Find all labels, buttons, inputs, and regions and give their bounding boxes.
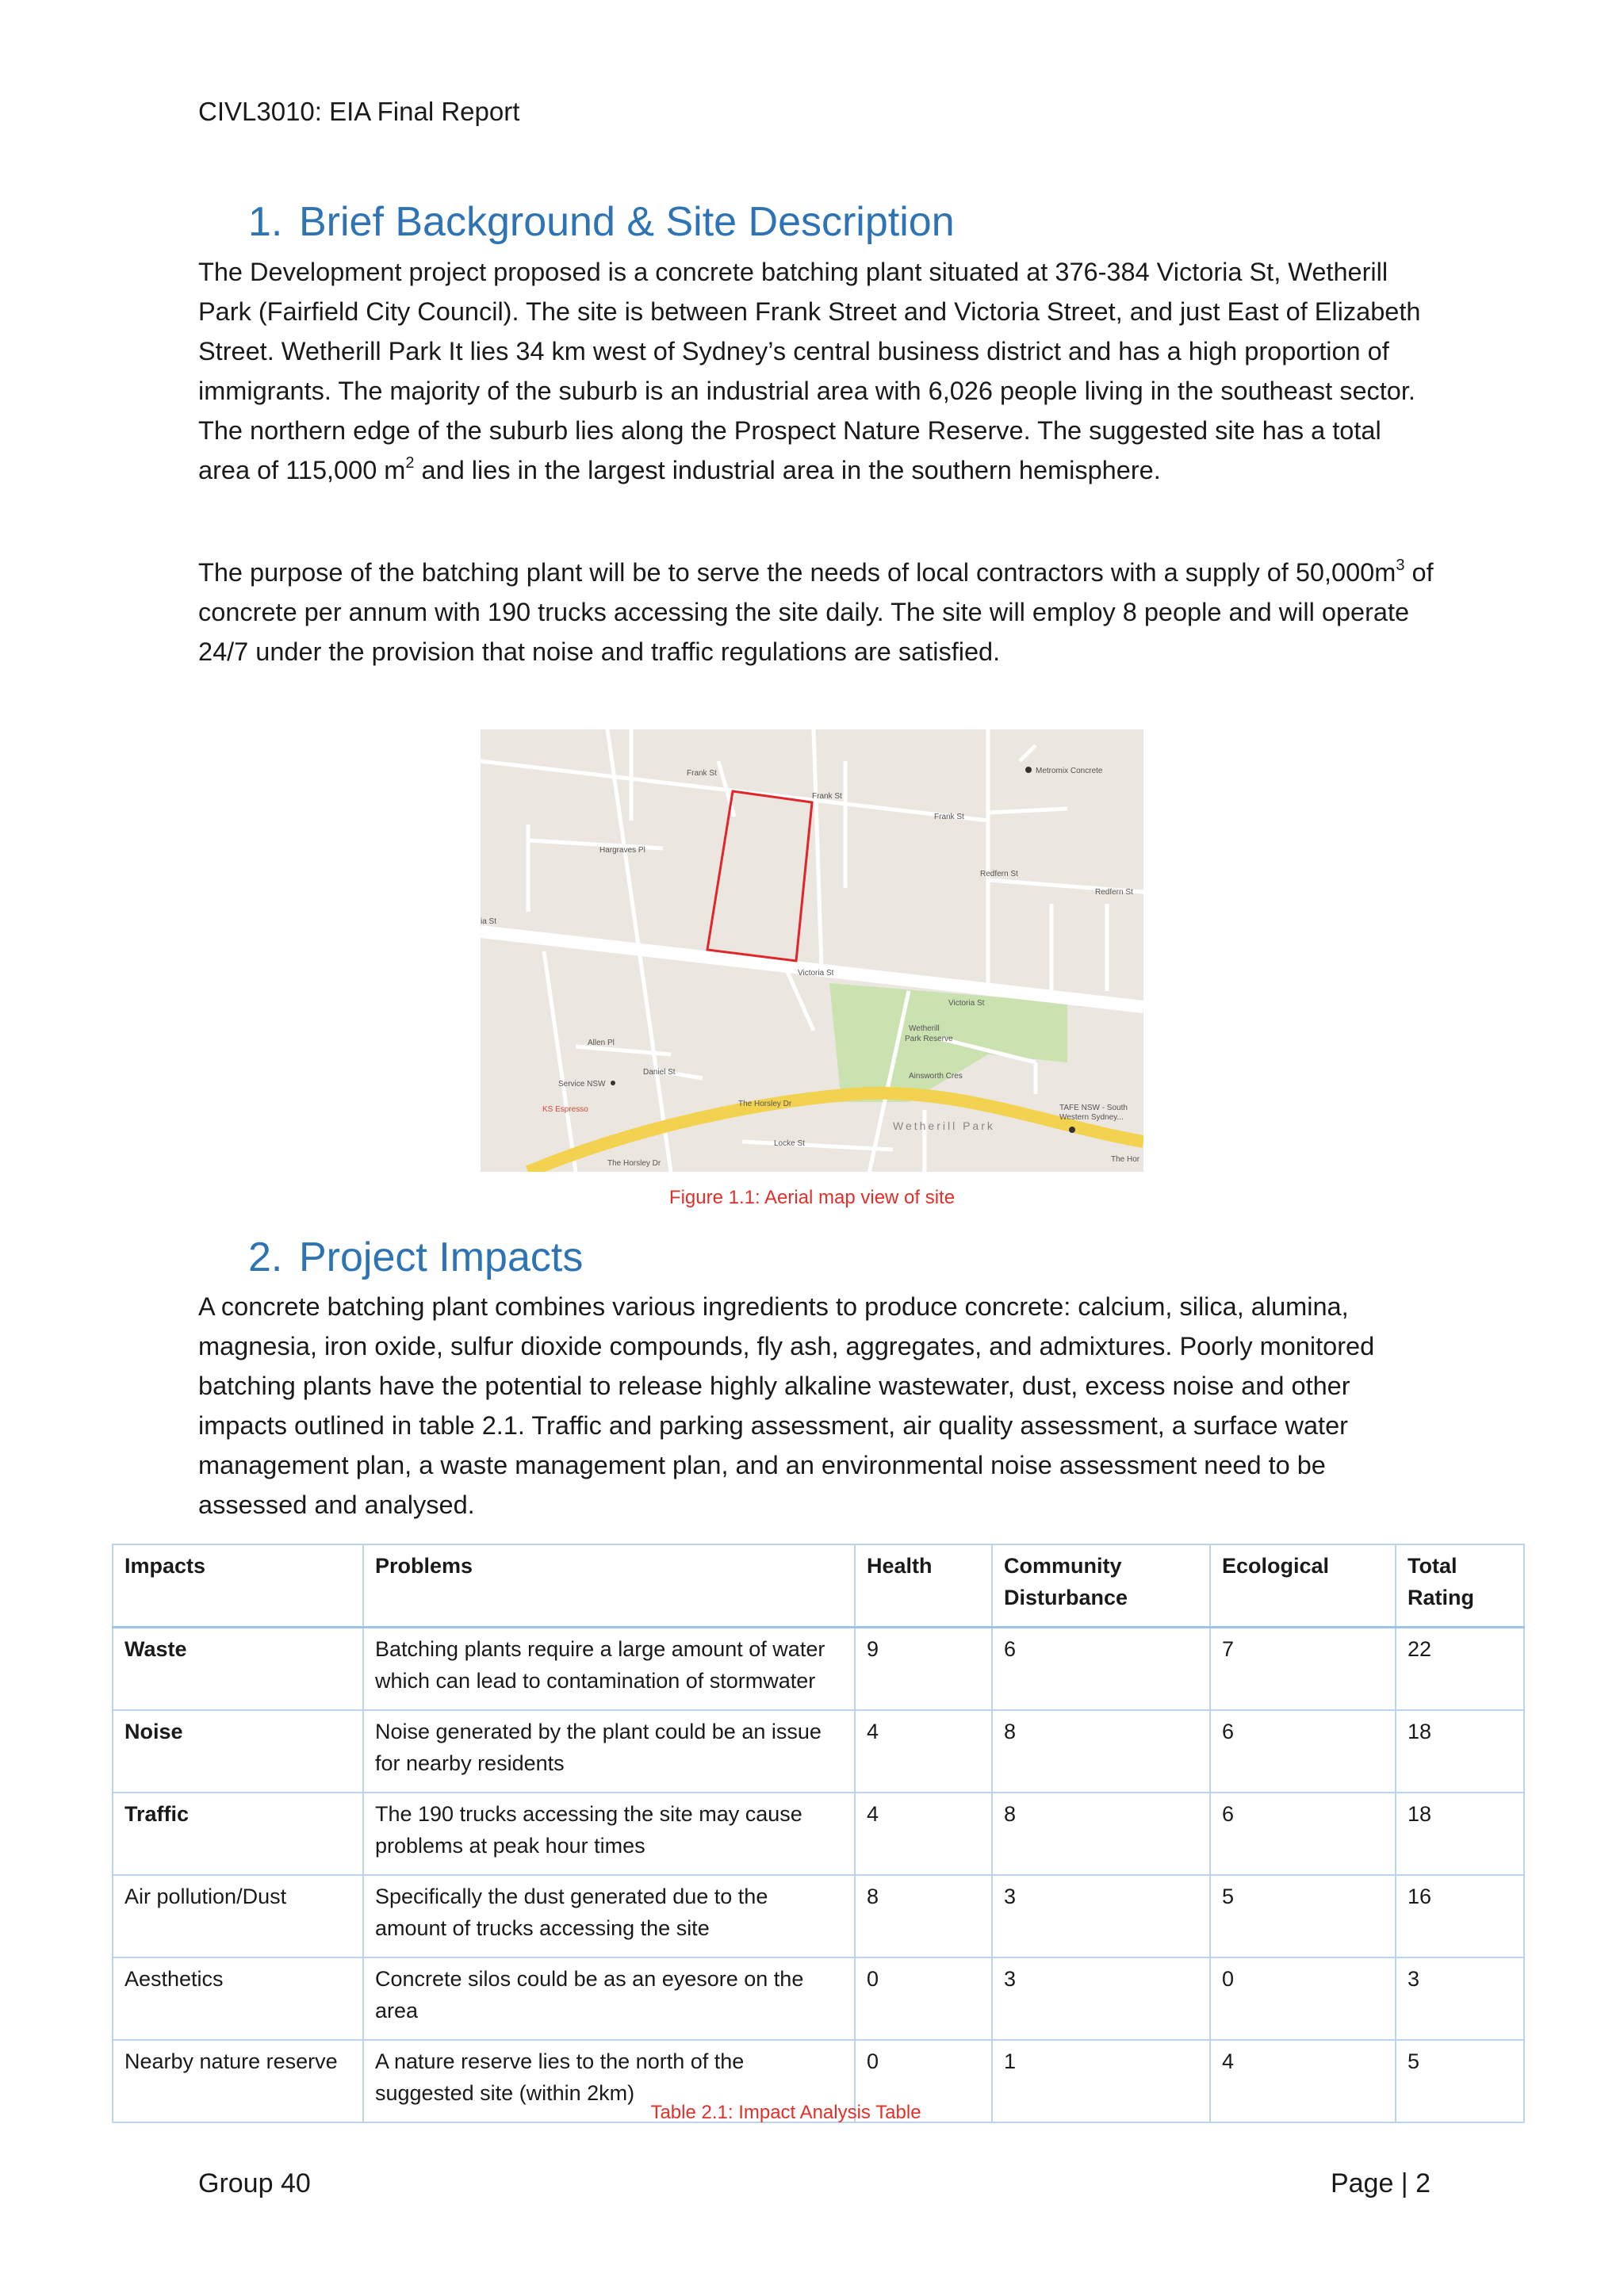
table-cell: Nearby nature reserve bbox=[113, 2040, 363, 2122]
table-cell: 16 bbox=[1396, 1875, 1524, 1957]
table-row bbox=[113, 1628, 1524, 1711]
table-cell: Aesthetics bbox=[113, 1957, 363, 2040]
table-row bbox=[113, 1710, 1524, 1793]
table-row bbox=[113, 1957, 1524, 2040]
table-cell: 4 bbox=[1210, 2040, 1396, 2122]
table-cell: 0 bbox=[855, 1957, 992, 2040]
map-label: Redfern St bbox=[1095, 888, 1133, 897]
table-cell: Noise bbox=[113, 1710, 363, 1793]
table-cell: Traffic bbox=[113, 1793, 363, 1875]
table-cell: 4 bbox=[855, 1710, 992, 1793]
section-1-heading bbox=[248, 198, 955, 246]
impact-table bbox=[112, 1544, 1525, 2123]
map-label: The Horsley Dr bbox=[607, 1159, 661, 1168]
table-cell: Concrete silos could be as an eyesore on the area bbox=[363, 1957, 855, 2040]
column-header: Total Rating bbox=[1396, 1544, 1524, 1628]
table-cell: 9 bbox=[855, 1628, 992, 1711]
map-label: The Hor bbox=[1111, 1155, 1140, 1164]
table-header-row bbox=[113, 1544, 1524, 1628]
table-cell: Waste bbox=[113, 1628, 363, 1711]
map-label: Service NSW bbox=[558, 1080, 606, 1089]
section-1-title: Brief Background & Site Description bbox=[299, 199, 955, 245]
table-cell: 3 bbox=[992, 1957, 1210, 2040]
footer-group: Group 40 bbox=[198, 2168, 311, 2198]
table-cell: 8 bbox=[855, 1875, 992, 1957]
map-label: Daniel St bbox=[643, 1068, 676, 1077]
map-label: Frank St bbox=[687, 769, 717, 778]
column-header: Problems bbox=[363, 1544, 855, 1628]
table-cell: Batching plants require a large amount of water which can lead to contamination of stormwater bbox=[363, 1628, 855, 1711]
section-2-paragraph: A concrete batching plant combines various ingredients to produce concrete: calcium, silica, alumina, magnesia, iron oxide, sulfur dioxide compounds, fly ash, aggregates, and admixtures. Poorly monitored batching plants have the potential to release highly alkaline wastewater, dust, excess noise and other impacts outlined in table 2.1. Traffic and parking assessment, air quality assessment, a surface water management plan, a waste management plan, and an environmental noise assessment need to be assessed and analysed. bbox=[198, 1292, 1375, 1519]
table-cell: 6 bbox=[1210, 1793, 1396, 1875]
section-1-number: 1. bbox=[248, 199, 283, 245]
column-header: Community Disturbance bbox=[992, 1544, 1210, 1628]
table-cell: 5 bbox=[1396, 2040, 1524, 2122]
map-label: Wetherill Park bbox=[893, 1119, 995, 1132]
map-label: Hargraves Pl bbox=[599, 846, 645, 855]
map-label: Ainsworth Cres bbox=[909, 1072, 963, 1081]
table-cell: Noise generated by the plant could be an issue for nearby residents bbox=[363, 1710, 855, 1793]
table-cell: 18 bbox=[1396, 1710, 1524, 1793]
aerial-map bbox=[481, 729, 1143, 1172]
map-label: Victoria St bbox=[798, 969, 834, 978]
figure-caption: Figure 1.1: Aerial map view of site bbox=[668, 1187, 956, 1208]
map-label: Victoria St bbox=[948, 999, 985, 1008]
section-2-title: Project Impacts bbox=[299, 1234, 584, 1280]
map-label: The Horsley Dr bbox=[738, 1100, 792, 1108]
table-cell: 3 bbox=[992, 1875, 1210, 1957]
section-1-paragraph-1: The Development project proposed is a concrete batching plant situated at 376-384 Victoria St, Wetherill Park (Fairfield City Council). The site is between Frank Street and Victoria Street, and just East of Elizabeth Street. Wetherill Park It lies 34 km west of Sydney’s central business district and has a high proportion of immigrants. The majority of the suburb is an industrial area with 6,026 people living in the southeast sector. The northern edge of the suburb lies along the Prospect Nature Reserve. The suggested site has a total area of 115,000 $m^2$ and lies in the largest industrial area in the southern hemisphere. bbox=[198, 258, 1421, 484]
column-header: Impacts bbox=[113, 1544, 363, 1628]
table-cell: 6 bbox=[992, 1628, 1210, 1711]
map-label: Redfern St bbox=[980, 870, 1018, 878]
section-1-paragraph-2: The purpose of the batching plant will be to serve the needs of local contractors with a supply of $50,000m^3$ of concrete per annum with 190 trucks accessing the site daily. The site will employ 8 people and will operate 24/7 under the provision that noise and traffic regulations are satisfied. bbox=[198, 557, 1434, 666]
table-cell: 8 bbox=[992, 1793, 1210, 1875]
table-cell: 4 bbox=[855, 1793, 992, 1875]
map-label: KS Espresso bbox=[542, 1105, 588, 1114]
section-2-number: 2. bbox=[248, 1234, 283, 1280]
map-label: TAFE NSW - South bbox=[1059, 1104, 1128, 1112]
map-label: Park Reserve bbox=[905, 1035, 953, 1043]
table-cell: The 190 trucks accessing the site may cause problems at peak hour times bbox=[363, 1793, 855, 1875]
table-cell: Specifically the dust generated due to the amount of trucks accessing the site bbox=[363, 1875, 855, 1957]
table-cell: 7 bbox=[1210, 1628, 1396, 1711]
table-row bbox=[113, 1875, 1524, 1957]
superscript-3: 3 bbox=[1396, 557, 1405, 574]
table-cell: Air pollution/Dust bbox=[113, 1875, 363, 1957]
table-cell: 0 bbox=[855, 2040, 992, 2122]
table-cell: 22 bbox=[1396, 1628, 1524, 1711]
superscript-2: 2 bbox=[405, 454, 415, 472]
table-cell: 3 bbox=[1396, 1957, 1524, 2040]
table-row bbox=[113, 1793, 1524, 1875]
table-cell: 6 bbox=[1210, 1710, 1396, 1793]
page-header: CIVL3010: EIA Final Report bbox=[198, 97, 520, 126]
map-label: ia St bbox=[481, 917, 497, 926]
map-label: Allen Pl bbox=[588, 1039, 615, 1047]
table-caption: Table 2.1: Impact Analysis Table bbox=[650, 2102, 921, 2123]
map-label: Locke St bbox=[774, 1139, 805, 1148]
table-cell: A nature reserve lies to the north of the suggested site (within 2km) bbox=[363, 2040, 855, 2122]
map-label: Wetherill bbox=[909, 1024, 940, 1033]
table-cell: 0 bbox=[1210, 1957, 1396, 2040]
map-label: Frank St bbox=[934, 813, 964, 821]
map-label: Western Sydney... bbox=[1059, 1113, 1124, 1122]
column-header: Health bbox=[855, 1544, 992, 1628]
table-cell: 8 bbox=[992, 1710, 1210, 1793]
section-2-heading bbox=[248, 1234, 583, 1281]
table-cell: 18 bbox=[1396, 1793, 1524, 1875]
map-label: Metromix Concrete bbox=[1036, 767, 1103, 775]
column-header: Ecological bbox=[1210, 1544, 1396, 1628]
table-cell: 1 bbox=[992, 2040, 1210, 2122]
footer-page-number: Page | 2 bbox=[1330, 2168, 1431, 2198]
table-cell: 5 bbox=[1210, 1875, 1396, 1957]
map-label: Frank St bbox=[812, 792, 842, 801]
